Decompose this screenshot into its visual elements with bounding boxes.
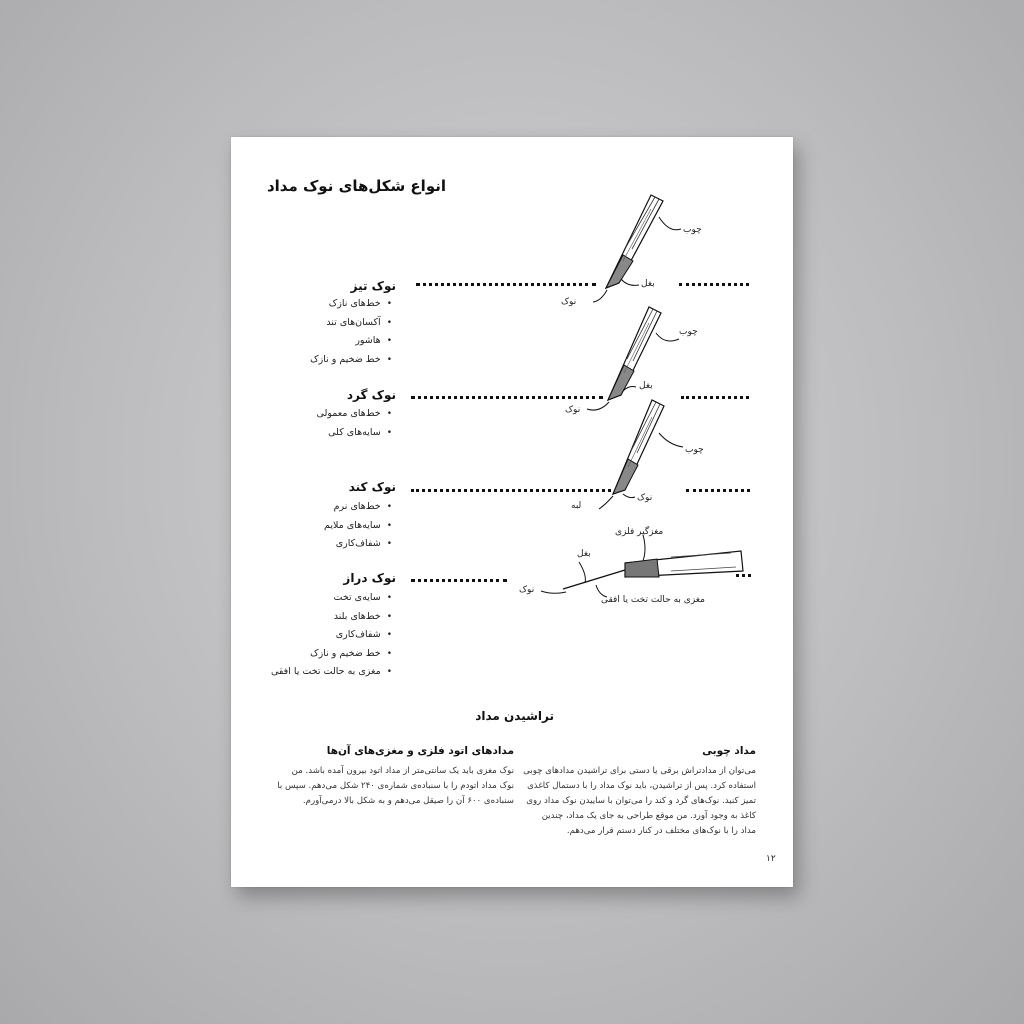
- list-item: • خط‌های نازک: [310, 295, 392, 314]
- book-page: [231, 137, 793, 887]
- list-item: • شفاف‌کاری: [324, 535, 392, 554]
- page-number: ۱۲: [766, 854, 776, 864]
- section-heading-sharp: نوک تیز: [350, 279, 396, 293]
- wood-pencil-heading: مداد چوبی: [702, 745, 756, 757]
- list-item: • سایه‌های ملایم: [324, 517, 392, 536]
- label-tip: نوک: [519, 585, 535, 595]
- sharpen-title: تراشیدن مداد: [475, 709, 554, 723]
- list-item: • خط ضخیم و نازک: [310, 351, 392, 370]
- label-side: بغل: [641, 279, 655, 289]
- list-item: • خط‌های بلند: [271, 608, 392, 627]
- round-pencil-icon: [587, 307, 679, 410]
- mechanical-pencil-icon: [541, 535, 743, 597]
- label-edge: لبه: [571, 501, 582, 511]
- list-item: • شفاف‌کاری: [271, 626, 392, 645]
- page-title: انواع شکل‌های نوک مداد: [266, 177, 446, 195]
- list-item: • خط‌های نرم: [324, 498, 392, 517]
- list-item: • خط‌های معمولی: [317, 405, 392, 424]
- list-item: • خط ضخیم و نازک: [271, 645, 392, 664]
- label-wood: چوب: [683, 225, 702, 235]
- label-side: بغل: [639, 381, 653, 391]
- wood-pencil-text: می‌توان از مدادتراش برقی یا دستی برای تراشیدن مدادهای چوبی استفاده کرد. پس از تراشیدن، باید نوک مداد را با دستمال کاغذی تمیز کنید. نوک‌های گرد و کند را می‌توان با ساییدن نوک مداد روی کاغذ به وجود آورد. من موقع طراحی به جای یک مداد، چندین مداد را با نوک‌های مختلف در کنار دستم قرار می‌دهم.: [523, 766, 756, 836]
- mechanical-pencil-text: نوک مغزی باید یک سانتی‌متر از مداد اتود بیرون آمده باشد. من نوک مداد اتودم را با سنباده‌ی شماره‌ی ۲۴۰ شکل می‌دهم. سپس با سنباده‌ی ۶۰۰ آن را صیقل می‌دهم و به شکل بالا درمی‌آورم.: [277, 766, 514, 806]
- sharp-pencil-icon: [593, 195, 681, 302]
- list-item: • آکسان‌های تند: [310, 314, 392, 333]
- label-side: بغل: [577, 549, 591, 559]
- label-wood: چوب: [685, 445, 704, 455]
- list-item: • سایه‌ی تخت: [271, 589, 392, 608]
- list-item: • هاشور: [310, 332, 392, 351]
- mechanical-pencil-heading: مدادهای اتود فلزی و مغزی‌های آن‌ها: [326, 745, 514, 757]
- label-tip: نوک: [561, 297, 577, 307]
- label-tip: نوک: [565, 405, 581, 415]
- section-heading-blunt: نوک کند: [348, 480, 396, 494]
- label-wood: چوب: [679, 327, 698, 337]
- label-tip: نوک: [637, 493, 653, 503]
- list-item: • مغزی به حالت تخت یا افقی: [271, 663, 392, 682]
- section-heading-long: نوک دراز: [343, 571, 396, 585]
- label-metal-holder: مغزگیر فلزی: [615, 527, 664, 537]
- list-item: • سایه‌های کلی: [317, 424, 392, 443]
- label-flat-lead: مغزی به حالت تخت یا افقی: [601, 595, 705, 605]
- section-heading-round: نوک گرد: [346, 388, 396, 402]
